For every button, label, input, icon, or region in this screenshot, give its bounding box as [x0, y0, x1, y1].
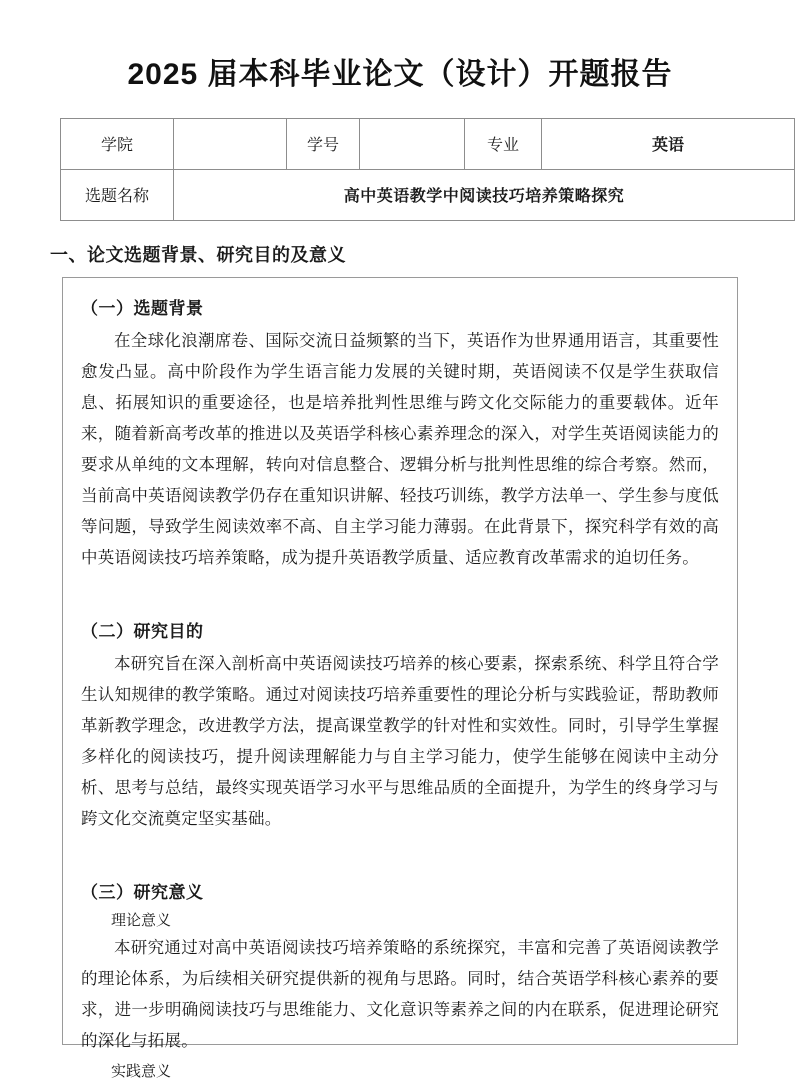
subsection-heading-significance: （三）研究意义 — [81, 882, 204, 902]
cell-topic-value[interactable]: 高中英语教学中阅读技巧培养策略探究 — [174, 169, 795, 220]
cell-major-label: 专业 — [465, 118, 542, 169]
minor-heading-theoretical: 理论意义 — [111, 912, 172, 929]
info-table — [60, 118, 795, 221]
section-heading: 一、论文选题背景、研究目的及意义 — [50, 244, 346, 265]
spacer — [81, 573, 719, 615]
cell-student-id-value[interactable] — [360, 118, 465, 169]
cell-student-id-label: 学号 — [287, 118, 360, 169]
paragraph-theoretical: 本研究通过对高中英语阅读技巧培养策略的系统探究，丰富和完善了英语阅读教学的理论体系，为后续相关研究提供新的视角与思路。同时，结合英语学科核心素养的要求，进一步明确阅读技巧与思维能力、文化意识等素养之间的内在联系，促进理论研究的深化与拓展。 — [81, 937, 719, 1050]
paragraph-background: 在全球化浪潮席卷、国际交流日益频繁的当下，英语作为世界通用语言，其重要性愈发凸显。高中阶段作为学生语言能力发展的关键时期，英语阅读不仅是学生获取信息、拓展知识的重要途径，也是培养批判性思维与跨文化交际能力的重要载体。近年来，随着新高考改革的推进以及英语学科核心素养理念的深入，对学生英语阅读能力的要求从单纯的文本理解，转向对信息整合、逻辑分析与批判性思维的综合考察。然而，当前高中英语阅读教学仍存在重知识讲解、轻技巧训练，教学方法单一、学生参与度低等问题，导致学生阅读效率不高、自主学习能力薄弱。在此背景下，探究科学有效的高中英语阅读技巧培养策略，成为提升英语教学质量、适应教育改革需求的迫切任务。 — [81, 330, 719, 567]
minor-heading-practical: 实践意义 — [111, 1063, 172, 1080]
table-row — [61, 169, 795, 220]
paragraph-purpose: 本研究旨在深入剖析高中英语阅读技巧培养的核心要素，探索系统、科学且符合学生认知规律的教学策略。通过对阅读技巧培养重要性的理论分析与实践验证，帮助教师革新教学理念，改进教学方法，提高课堂教学的针对性和实效性。同时，引导学生掌握多样化的阅读技巧，提升阅读理解能力与自主学习能力，使学生能够在阅读中主动分析、思考与总结，最终实现英语学习水平与思维品质的全面提升，为学生的终身学习与跨文化交流奠定坚实基础。 — [81, 653, 719, 828]
info-table-container — [60, 118, 740, 221]
subsection-heading-background: （一）选题背景 — [81, 298, 204, 318]
subsection-heading-purpose: （二）研究目的 — [81, 621, 204, 641]
table-row — [61, 118, 795, 169]
spacer — [81, 834, 719, 876]
cell-college-value[interactable] — [174, 118, 287, 169]
page-title: 2025 届本科毕业论文（设计）开题报告 — [127, 58, 673, 91]
cell-college-label: 学院 — [61, 118, 174, 169]
cell-major-value[interactable]: 英语 — [542, 118, 795, 169]
cell-topic-label: 选题名称 — [61, 169, 174, 220]
content-box — [62, 277, 738, 1080]
